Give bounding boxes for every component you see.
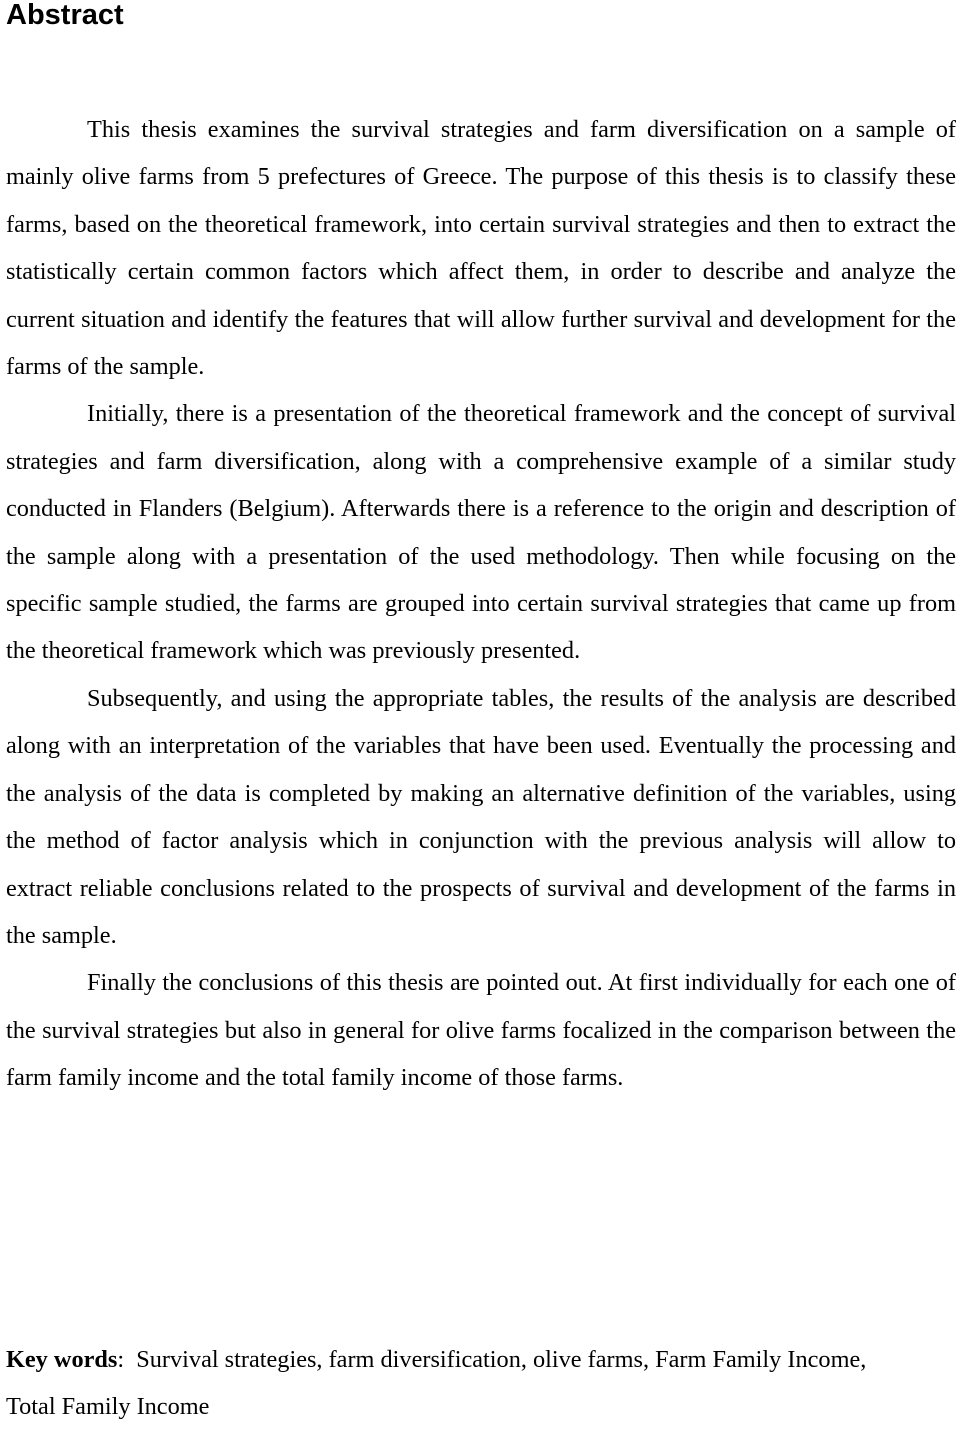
keywords-value: Survival strategies, farm diversification, olive farms, Farm Family Income, Total Family Income xyxy=(6,1346,867,1421)
abstract-body xyxy=(6,106,956,1102)
abstract-paragraph-3: Subsequently, and using the appropriate tables, the results of the analysis are described along with an interpretation of the variables that have been used. Eventually the processing and the analysis of the data is completed by making an alternative definition of the variables, using the method of factor analysis which in conjunction with the previous analysis will allow to extract reliable conclusions related to the prospects of survival and development of the farms in the sample. xyxy=(6,684,956,949)
abstract-paragraph-4: Finally the conclusions of this thesis are pointed out. At first individually for each one of the survival strategies but also in general for olive farms focalized in the comparison between the farm family income and the total family income of those farms. xyxy=(6,969,956,1092)
document-page xyxy=(6,0,956,1102)
abstract-heading: Abstract xyxy=(6,0,124,31)
keywords-separator: : xyxy=(117,1346,137,1373)
abstract-paragraph-2: Initially, there is a presentation of the theoretical framework and the concept of survival strategies and farm diversification, along with a comprehensive example of a similar study conducted in Flanders (Belgium). Afterwards there is a reference to the origin and description of the sample along with a presentation of the used methodology. Then while focusing on the specific sample studied, the farms are grouped into certain survival strategies that came up from the theoretical framework which was previously presented. xyxy=(6,400,956,665)
keywords-label: Key words xyxy=(6,1346,118,1373)
keywords-line xyxy=(6,1336,906,1431)
abstract-paragraph-1: This thesis examines the survival strategies and farm diversification on a sample of mainly olive farms from 5 prefectures of Greece. The purpose of this thesis is to classify these farms, based on the theoretical framework, into certain survival strategies and then to extract the statistically certain common factors which affect them, in order to describe and analyze the current situation and identify the features that will allow further survival and development for the farms of the sample. xyxy=(6,116,956,381)
